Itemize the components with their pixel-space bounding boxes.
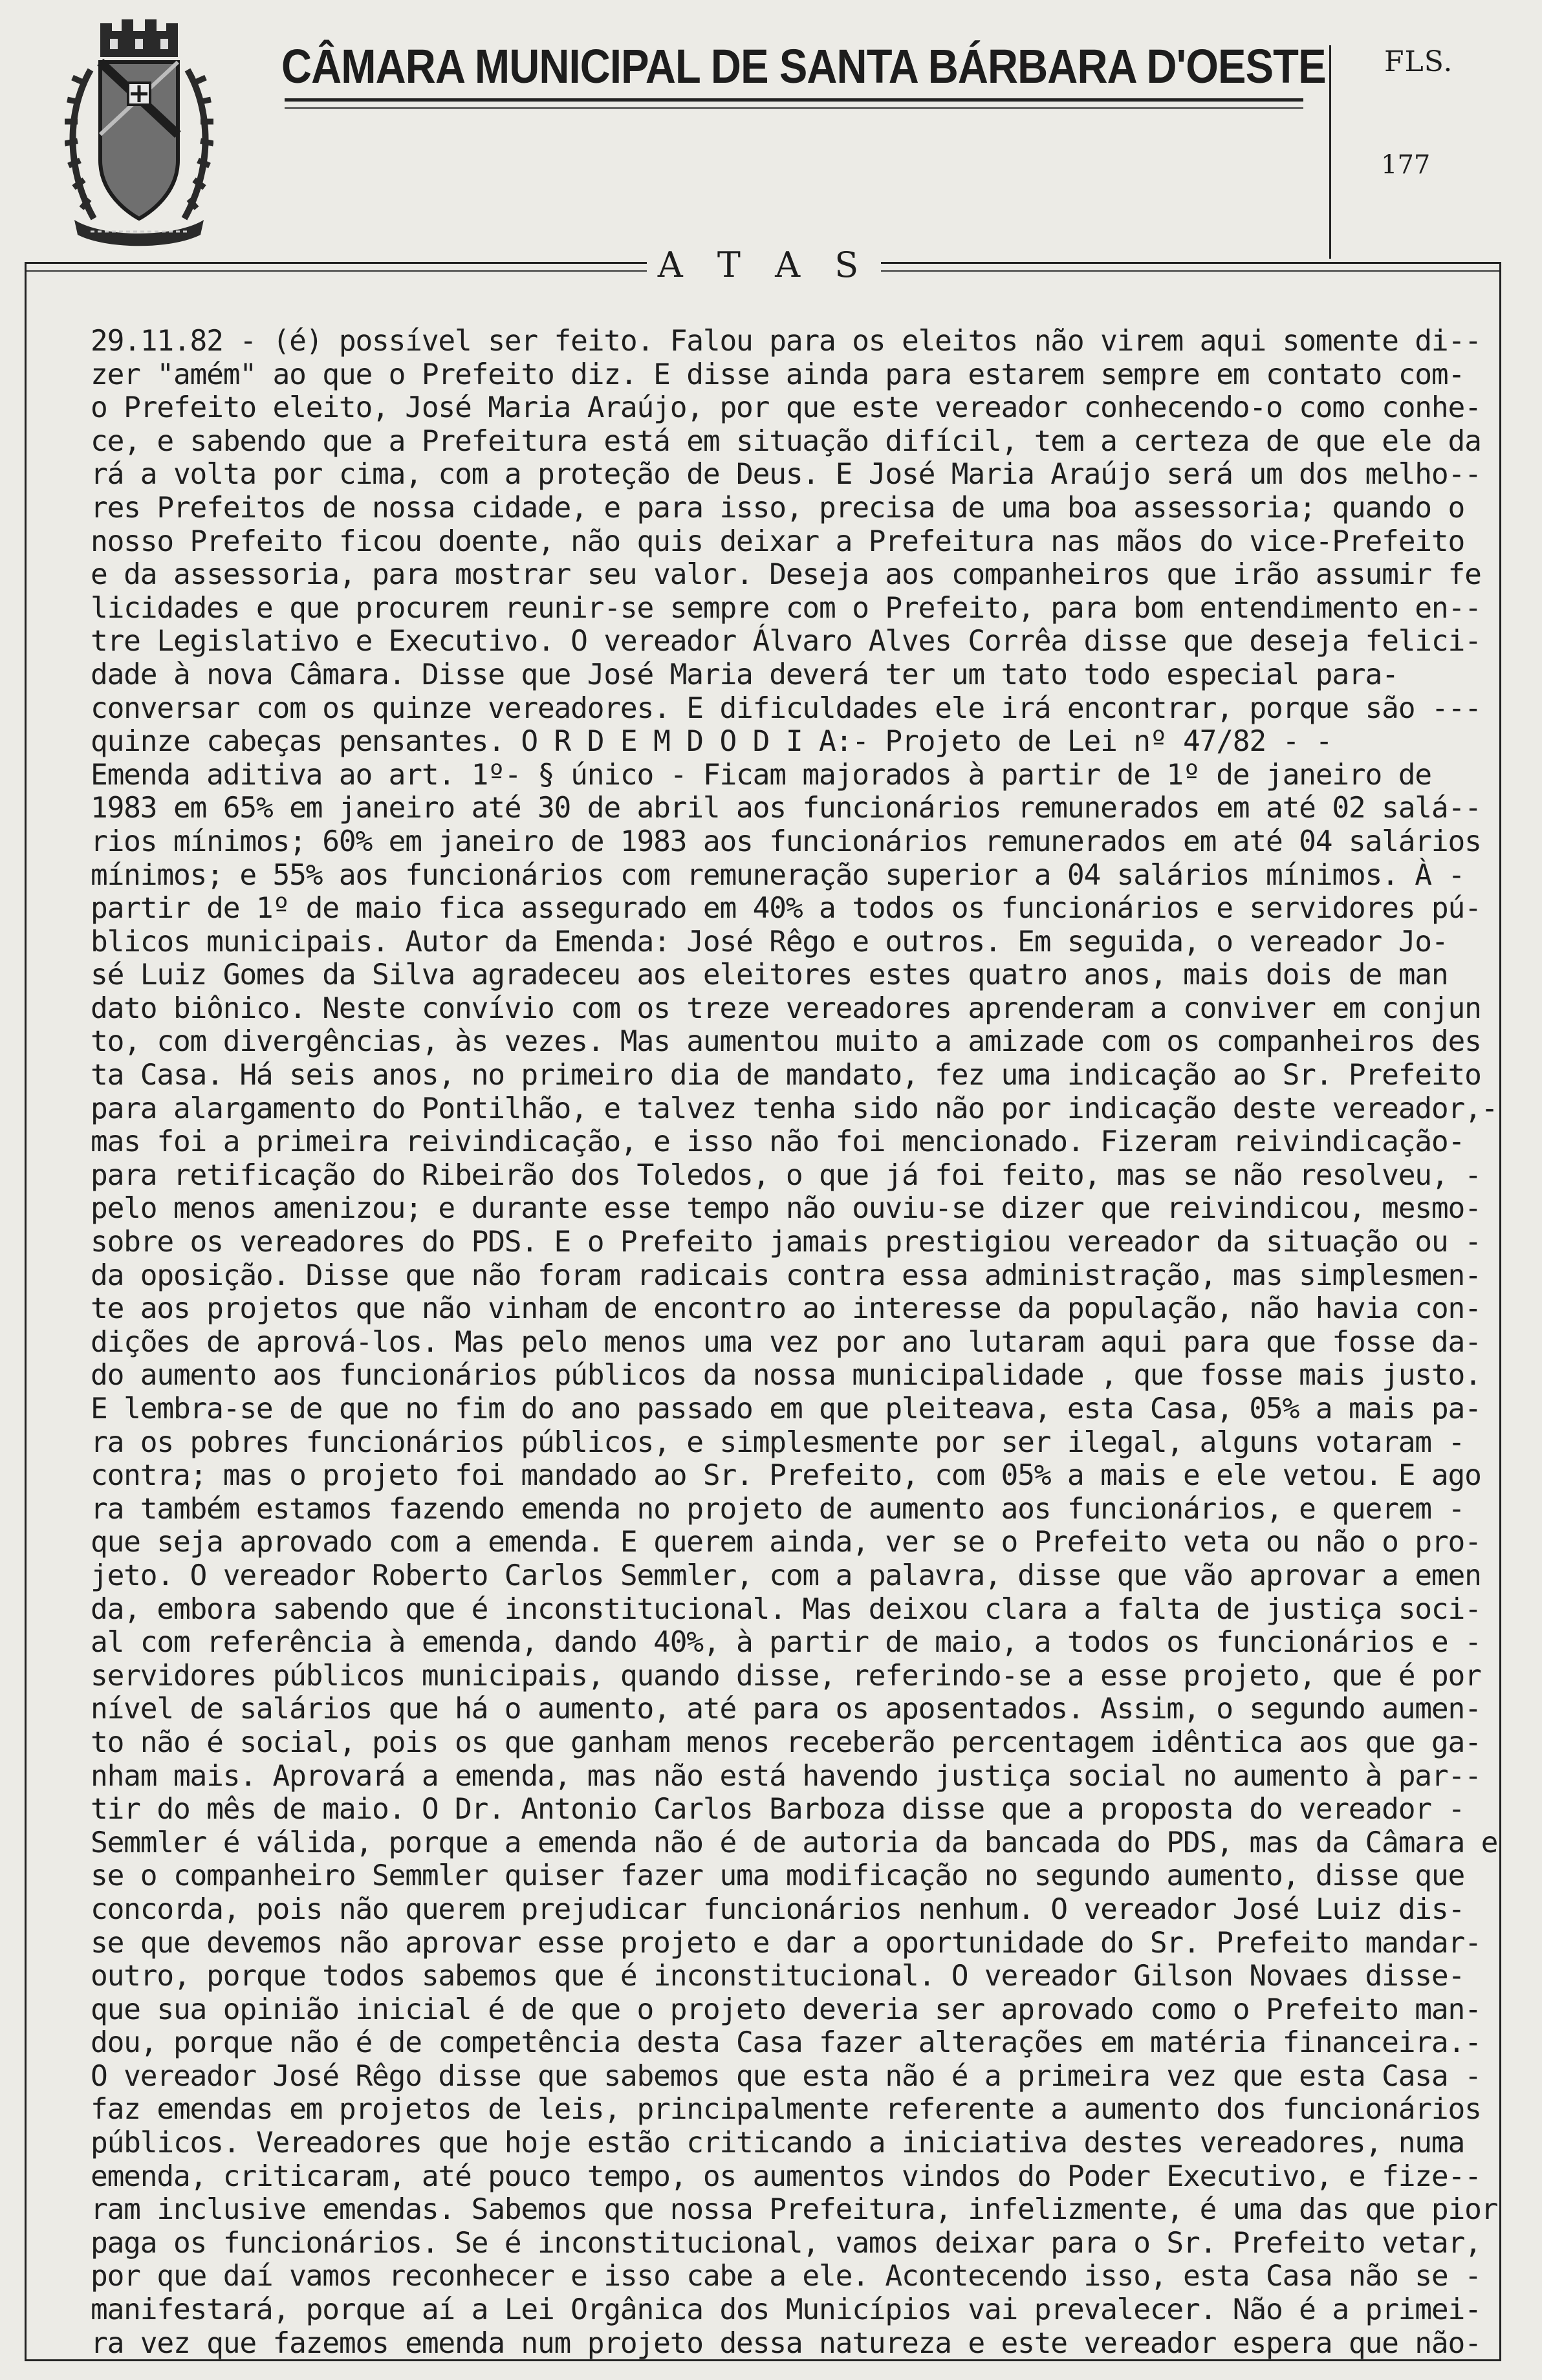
minutes-line: to não é social, pois os que ganham menos receberão percentagem idêntica aos que ga-: [91, 1726, 1481, 1759]
minutes-line: paga os funcionários. Se é inconstitucional, vamos deixar para o Sr. Prefeito vetar,: [91, 2226, 1481, 2260]
minutes-line: outro, porque todos sabemos que é inconstitucional. O vereador Gilson Novaes disse-: [91, 1960, 1465, 1993]
minutes-line: do aumento aos funcionários públicos da nossa municipalidade , que fosse mais justo.: [91, 1359, 1481, 1392]
minutes-line: to, com divergências, às vezes. Mas aumentou muito a amizade com os companheiros des: [91, 1025, 1481, 1059]
minutes-line: dade à nova Câmara. Disse que José Maria deverá ter um tato todo especial para-: [91, 658, 1398, 691]
minutes-line: servidores públicos municipais, quando disse, referindo-se a esse projeto, que é por: [91, 1659, 1481, 1693]
minutes-line: nosso Prefeito ficou doente, não quis deixar a Prefeitura nas mãos do vice-Prefeito: [91, 525, 1465, 558]
coat-of-arms-icon: [65, 12, 213, 251]
minutes-line: te aos projetos que não vinham de encontro ao interesse da população, não havia con-: [91, 1292, 1481, 1326]
minutes-line: pelo menos amenizou; e durante esse tempo não ouviu-se dizer que reivindicou, mesmo-: [91, 1192, 1481, 1226]
minutes-line: tir do mês de maio. O Dr. Antonio Carlos Barboza disse que a proposta do vereador -: [91, 1793, 1465, 1826]
minutes-line: emenda, criticaram, até pouco tempo, os aumentos vindos do Poder Executivo, e fize--: [91, 2159, 1481, 2193]
minutes-line: Semmler é válida, porque a emenda não é de autoria da bancada do PDS, mas da Câmara e: [91, 1826, 1498, 1859]
frame-top-rule-thin: [881, 270, 1501, 272]
minutes-line: 29.11.82 - (é) possível ser feito. Falou para os eleitos não virem aqui somente di--: [91, 325, 1481, 358]
frame-left-rule: [25, 262, 27, 2361]
minutes-line: licidades e que procurem reunir-se sempre com o Prefeito, para bom entendimento en--: [91, 591, 1481, 625]
minutes-line: tre Legislativo e Executivo. O vereador Álvaro Alves Corrêa disse que deseja felici-: [91, 625, 1481, 658]
minutes-line: nível de salários que há o aumento, até para os aposentados. Assim, o segundo aumen-: [91, 1693, 1481, 1726]
minutes-line: dições de aprová-los. Mas pelo menos uma vez por ano lutaram aqui para que fosse da-: [91, 1325, 1481, 1359]
frame-right-rule: [1499, 262, 1501, 2361]
minutes-line: rá a volta por cima, com a proteção de Deus. E José Maria Araújo será um dos melho--: [91, 458, 1481, 492]
minutes-line: e da assessoria, para mostrar seu valor. Deseja aos companheiros que irão assumir fe: [91, 558, 1481, 592]
minutes-line: que sua opinião inicial é de que o projeto deveria ser aprovado como o Prefeito man-: [91, 1993, 1481, 2026]
minutes-line: manifestará, porque aí a Lei Orgânica dos Municípios vai prevalecer. Não é a primei-: [91, 2293, 1481, 2327]
minutes-line: faz emendas em projetos de leis, principalmente referente a aumento dos funcionários: [91, 2093, 1481, 2126]
minutes-line: públicos. Vereadores que hoje estão criticando a iniciativa destes vereadores, numa: [91, 2126, 1465, 2160]
minutes-line: quinze cabeças pensantes. O R D E M D O D I A:- Projeto de Lei nº 47/82 - -: [91, 725, 1332, 759]
folio-label: FLS.: [1384, 45, 1453, 78]
minutes-line: ram inclusive emendas. Sabemos que nossa Prefeitura, infelizmente, é uma das que pior: [91, 2193, 1498, 2227]
minutes-line: contra; mas o projeto foi mandado ao Sr. Prefeito, com 05% a mais e ele vetou. E ago: [91, 1459, 1481, 1493]
frame-top-rule-thin: [25, 270, 647, 272]
council-name-heading: CÂMARA MUNICIPAL DE SANTA BÁRBARA D'OESTE: [281, 39, 1326, 93]
minutes-line: ta Casa. Há seis anos, no primeiro dia de mandato, fez uma indicação ao Sr. Prefeito: [91, 1059, 1481, 1092]
section-title: A T A S: [657, 244, 871, 285]
minutes-line: que seja aprovado com a emenda. E querem ainda, ver se o Prefeito veta ou não o pro-: [91, 1526, 1481, 1559]
minutes-line: partir de 1º de maio fica assegurado em 40% a todos os funcionários e servidores pú-: [91, 892, 1481, 925]
minutes-line: se o companheiro Semmler quiser fazer uma modificação no segundo aumento, disse que: [91, 1859, 1465, 1893]
minutes-line: zer "amém" ao que o Prefeito diz. E disse ainda para estarem sempre em contato com-: [91, 358, 1465, 391]
folio-number: 177: [1381, 150, 1431, 180]
minutes-line: sobre os vereadores do PDS. E o Prefeito jamais prestigiou vereador da situação ou -: [91, 1226, 1481, 1259]
minutes-line: ce, e sabendo que a Prefeitura está em situação difícil, tem a certeza de que ele da: [91, 424, 1481, 458]
minutes-line: por que daí vamos reconhecer e isso cabe a ele. Acontecendo isso, esta Casa não se -: [91, 2260, 1481, 2293]
minutes-line: jeto. O vereador Roberto Carlos Semmler, com a palavra, disse que vão aprovar a emen: [91, 1559, 1481, 1592]
minutes-line: o Prefeito eleito, José Maria Araújo, por que este vereador conhecendo-o como conhe-: [91, 391, 1481, 425]
minutes-line: ra também estamos fazendo emenda no projeto de aumento aos funcionários, e querem -: [91, 1492, 1465, 1526]
minutes-line: rios mínimos; 60% em janeiro de 1983 aos funcionários remunerados em até 04 salários: [91, 825, 1481, 858]
minutes-line: dato biônico. Neste convívio com os treze vereadores aprenderam a conviver em conjun: [91, 991, 1481, 1025]
minutes-body: [91, 325, 1498, 2360]
minutes-line: ra vez que fazemos emenda num projeto dessa natureza e este vereador espera que não-: [91, 2326, 1481, 2360]
minutes-line: dou, porque não é de competência desta Casa fazer alterações em matéria financeira.-: [91, 2026, 1481, 2060]
minutes-line: ra os pobres funcionários públicos, e simplesmente por ser ilegal, alguns votaram -: [91, 1425, 1465, 1459]
header-rule: [285, 98, 1303, 102]
minutes-line: res Prefeitos de nossa cidade, e para isso, precisa de uma boa assessoria; quando o: [91, 491, 1465, 525]
minutes-line: sé Luiz Gomes da Silva agradeceu aos eleitores estes quatro anos, mais dois de man: [91, 958, 1448, 992]
header-rule-thin: [285, 107, 1303, 109]
minutes-line: mas foi a primeira reivindicação, e isso não foi mencionado. Fizeram reivindicação-: [91, 1125, 1465, 1159]
minutes-line: 1983 em 65% em janeiro até 30 de abril aos funcionários remunerados em até 02 salá--: [91, 792, 1481, 825]
frame-top-rule: [25, 262, 647, 264]
minutes-line: para retificação do Ribeirão dos Toledos, o que já foi feito, mas se não resolveu, -: [91, 1158, 1481, 1192]
minutes-line: da, embora sabendo que é inconstitucional. Mas deixou clara a falta de justiça soci-: [91, 1592, 1481, 1626]
minutes-line: da oposição. Disse que não foram radicais contra essa administração, mas simplesmen-: [91, 1259, 1481, 1292]
minutes-line: Emenda aditiva ao art. 1º- § único - Ficam majorados à partir de 1º de janeiro de: [91, 758, 1431, 792]
minutes-line: mínimos; e 55% aos funcionários com remuneração superior a 04 salários mínimos. À -: [91, 858, 1465, 892]
minutes-line: blicos municipais. Autor da Emenda: José Rêgo e outros. Em seguida, o vereador Jo-: [91, 925, 1448, 958]
minutes-line: E lembra-se de que no fim do ano passado em que pleiteava, esta Casa, 05% a mais pa-: [91, 1392, 1481, 1425]
minutes-line: concorda, pois não querem prejudicar funcionários nenhum. O vereador José Luiz dis-: [91, 1892, 1465, 1926]
folio-divider: [1329, 45, 1331, 259]
minutes-line: se que devemos não aprovar esse projeto e dar a oportunidade do Sr. Prefeito mandar-: [91, 1926, 1481, 1960]
minutes-line: O vereador José Rêgo disse que sabemos que esta não é a primeira vez que esta Casa -: [91, 2059, 1481, 2093]
minutes-line: para alargamento do Pontilhão, e talvez tenha sido não por indicação deste vereador,-: [91, 1092, 1498, 1125]
frame-top-rule: [881, 262, 1501, 264]
minutes-line: al com referência à emenda, dando 40%, à partir de maio, a todos os funcionários e -: [91, 1626, 1481, 1660]
minutes-line: conversar com os quinze vereadores. E dificuldades ele irá encontrar, porque são ---: [91, 691, 1481, 725]
minutes-line: nham mais. Aprovará a emenda, mas não está havendo justiça social no aumento à par--: [91, 1759, 1481, 1793]
